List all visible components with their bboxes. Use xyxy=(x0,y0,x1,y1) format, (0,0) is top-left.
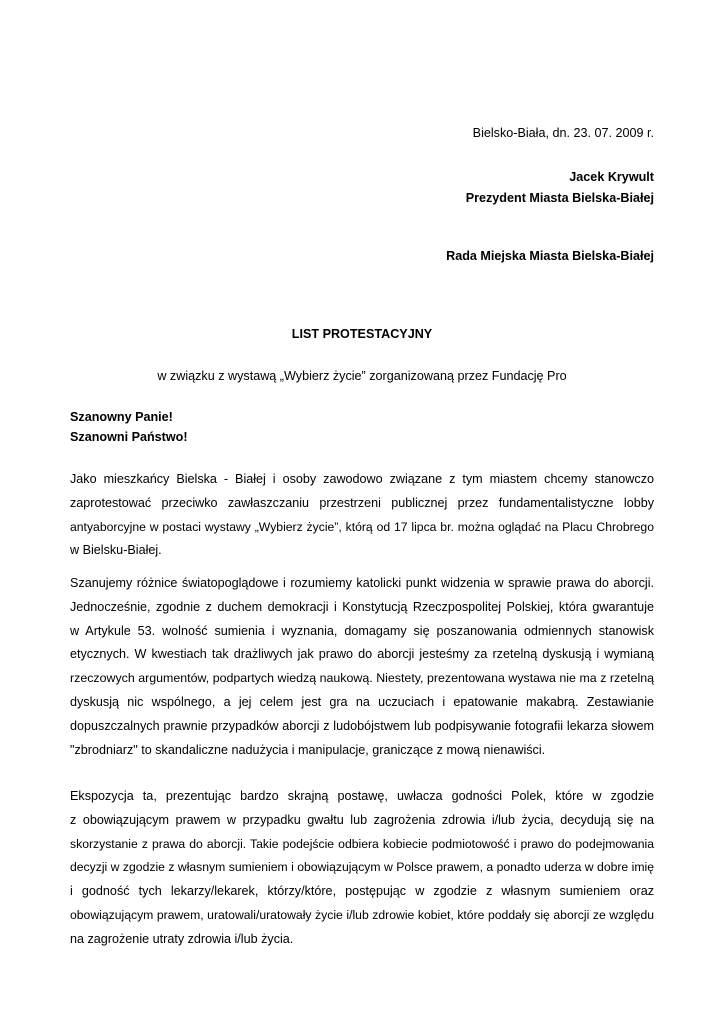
paragraph-2 xyxy=(70,572,654,762)
paragraph-line: obowiązującym prawem, uratowali/uratowały życie i/lub zdrowie kobiet, które poddały się aborcji ze względu xyxy=(70,907,654,922)
paragraph-line: Szanujemy różnice światopoglądowe i rozumiemy katolicki punkt widzenia w sprawie prawa do aborcji. xyxy=(70,576,654,590)
paragraph-line: i godność tych lekarzy/lekarek, którzy/które, postępując w zgodzie z własnym sumieniem oraz xyxy=(70,884,654,899)
paragraph-line: "zbrodniarz" to skandaliczne nadużycia i manipulacje, graniczące z mową nienawiści. xyxy=(70,742,546,757)
paragraph-line: Ekspozycja ta, prezentując bardzo skrajną postawę, uwłacza godności Polek, które w zgodzie xyxy=(70,789,654,803)
paragraph-line: dopuszczalnych prawnie przypadków aborcji z ludobójstwem lub podpisywanie fotografii lekarza słowem xyxy=(70,718,654,733)
recipient-council: Rada Miejska Miasta Bielska-Białej xyxy=(446,249,654,263)
paragraph-line: skorzystanie z prawa do aborcji. Takie podejście odbiera kobiecie podmiotowość i prawo do podejmowania xyxy=(70,836,654,851)
paragraph-line: rzeczowych argumentów, podpartych wiedzą naukową. Niestety, prezentowana wystawa nie ma z rzetelną xyxy=(70,671,654,686)
paragraph-line: etycznych. W kwestiach tak drażliwych jak prawo do aborcji jesteśmy za rzetelną dyskusją i wymianą xyxy=(70,647,654,662)
letter-date: Bielsko-Biała, dn. 23. 07. 2009 r. xyxy=(472,126,654,140)
paragraph-line: zaprotestować przeciwko zawłaszczaniu przestrzeni publicznej przez fundamentalistyczne lobby xyxy=(70,495,654,510)
recipient-title: Prezydent Miasta Bielska-Białej xyxy=(465,191,654,205)
salutation-line-2: Szanowni Państwo! xyxy=(70,430,188,444)
paragraph-line: w Artykule 53. wolność sumienia i wyznania, domagamy się poszanowania odmiennych stanowisk xyxy=(70,623,654,638)
recipient-name: Jacek Krywult xyxy=(569,170,654,184)
paragraph-line: Jako mieszkańcy Bielska - Białej i osoby zawodowo związane z tym miastem chcemy stanowczo xyxy=(70,472,654,486)
paragraph-line: Jednocześnie, zgodnie z duchem demokracji i Konstytucją Rzeczpospolitej Polskiej, która gwarantuje xyxy=(70,599,654,614)
salutation-line-1: Szanowny Panie! xyxy=(70,410,173,424)
letter-subtitle: w związku z wystawą „Wybierz życie” zorganizowaną przez Fundację Pro xyxy=(157,369,567,383)
paragraph-line: dyskusją nic wspólnego, a jej celem jest gra na uczuciach i epatowanie makabrą. Zestawianie xyxy=(70,694,654,709)
letter-title: LIST PROTESTACYJNY xyxy=(291,327,433,341)
paragraph-3 xyxy=(70,785,654,952)
paragraph-line: z obowiązującym prawem w przypadku gwałtu lub zagrożenia zdrowia i/lub życia, decydują się na xyxy=(70,812,654,827)
paragraph-line: decyzji w zgodzie z własnym sumieniem i obowiązującym w Polsce prawem, a ponadto uderza w dobre imię xyxy=(70,860,654,875)
paragraph-line: na zagrożenie utraty zdrowia i/lub życia. xyxy=(70,931,294,946)
paragraph-line: antyaborcyjne w postaci wystawy „Wybierz życie”, którą od 17 lipca br. można oglądać na Placu Chrobrego xyxy=(70,519,654,534)
paragraph-line: w Bielsku-Białej. xyxy=(70,543,162,558)
paragraph-1 xyxy=(70,468,654,563)
